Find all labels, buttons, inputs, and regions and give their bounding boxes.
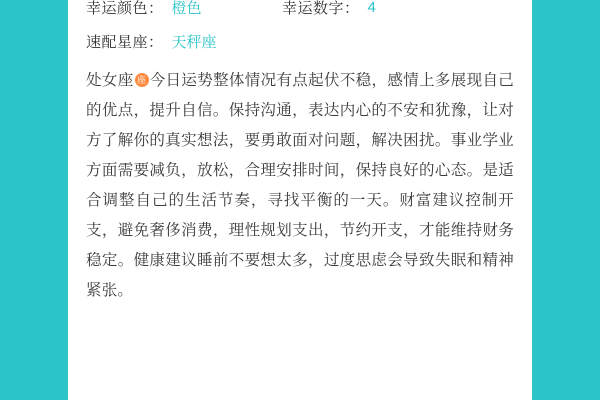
lucky-color-label: 幸运颜色： [86,0,164,17]
match-sign-label: 速配星座： [86,33,164,51]
lucky-number-value: 4 [367,0,376,16]
match-sign-value[interactable]: 天秤座 [171,33,217,51]
horoscope-text [86,66,514,306]
sign-name: 处女座 [86,72,134,89]
horoscope-card [68,0,532,400]
lucky-number-label: 幸运数字： [282,0,360,17]
match-sign-row [86,28,514,54]
sign-badge-icon: 座 [135,73,149,87]
horoscope-paragraph: 今日运势整体情况有点起伏不稳，感情上多展现自己的优点，提升自信。保持沟通，表达内心的不安和犹豫，让对方了解你的真实想法，要勇敢面对问题，解决困扰。事业学业方面需要减负，放松，合理安排时间，保持良好的心态。是适合调整自己的生活节奏，寻找平衡的一天。财富建议控制开支，避免奢侈消费，理性规划支出，节约开支，才能维持财务稳定。健康建议睡前不要想太多，过度思虑会导致失眠和精神紧张。 [86,72,514,299]
lucky-row [86,0,514,20]
lucky-color-group [86,0,282,18]
meta-spacer [86,20,514,28]
lucky-color-value: 橙色 [171,0,202,17]
lucky-number-group [282,0,376,18]
